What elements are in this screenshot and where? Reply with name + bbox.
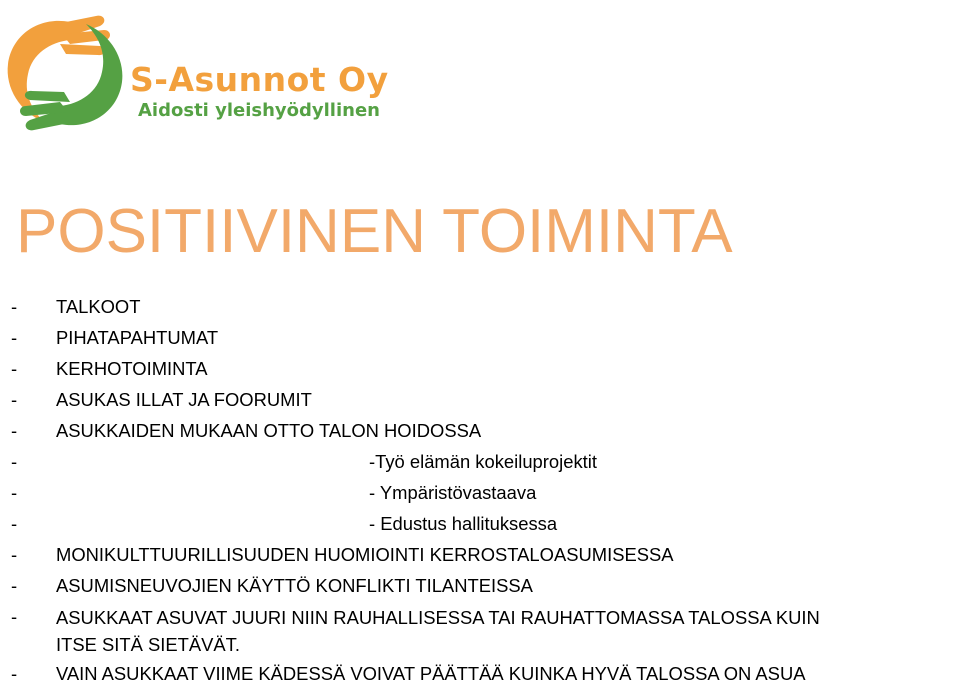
list-item-text: - Edustus hallituksessa xyxy=(369,513,558,534)
bullet-dash: - xyxy=(11,606,18,627)
list-item-text-multiline xyxy=(56,604,820,658)
list-item-text: ASUKKAIDEN MUKAAN OTTO TALON HOIDOSSA xyxy=(56,420,482,441)
bullet-dash: - xyxy=(11,389,18,410)
list-item-text: PIHATAPAHTUMAT xyxy=(56,327,219,348)
bullet-dash: - xyxy=(11,663,18,684)
bullet-dash: - xyxy=(11,513,18,534)
bullet-dash: - xyxy=(11,575,18,596)
brand-tagline: Aidosti yleishyödyllinen xyxy=(138,100,380,121)
list-item xyxy=(0,606,960,663)
list-item xyxy=(0,420,960,451)
list-item-text: - Ympäristövastaava xyxy=(369,482,537,503)
list-item xyxy=(0,513,960,544)
bullet-dash: - xyxy=(11,451,18,472)
list-item-text: ASUMISNEUVOJIEN KÄYTTÖ KONFLIKTI TILANTEISSA xyxy=(56,575,533,596)
list-item xyxy=(0,544,960,575)
bullet-dash: - xyxy=(11,296,18,317)
bullet-dash: - xyxy=(11,420,18,441)
company-logo xyxy=(0,8,389,138)
list-item xyxy=(0,389,960,420)
list-item xyxy=(0,296,960,327)
list-item-text-line1: ASUKKAAT ASUVAT JUURI NIIN RAUHALLISESSA TAI RAUHATTOMASSA TALOSSA KUIN xyxy=(56,607,820,628)
bullet-dash: - xyxy=(11,358,18,379)
list-item-text: TALKOOT xyxy=(56,296,141,317)
list-item-text: VAIN ASUKKAAT VIIME KÄDESSÄ VOIVAT PÄÄTTÄÄ KUINKA HYVÄ TALOSSA ON ASUA xyxy=(56,663,806,684)
hands-logo-icon xyxy=(0,8,130,138)
list-item xyxy=(0,358,960,389)
bullet-dash: - xyxy=(11,544,18,565)
list-item xyxy=(0,663,960,694)
list-item-text: MONIKULTTUURILLISUUDEN HUOMIOINTI KERROSTALOASUMISESSA xyxy=(56,544,674,565)
list-item-text: KERHOTOIMINTA xyxy=(56,358,208,379)
brand-name: S-Asunnot Oy xyxy=(130,60,389,99)
list-item-text-line2: ITSE SITÄ SIETÄVÄT. xyxy=(56,634,240,655)
list-item-text: ASUKAS ILLAT JA FOORUMIT xyxy=(56,389,312,410)
list-item xyxy=(0,451,960,482)
list-item xyxy=(0,327,960,358)
bullet-list xyxy=(0,296,960,694)
list-item-text: -Työ elämän kokeiluprojektit xyxy=(369,451,597,472)
bullet-dash: - xyxy=(11,327,18,348)
list-item xyxy=(0,482,960,513)
slide-title: POSITIIVINEN TOIMINTA xyxy=(16,197,733,266)
list-item xyxy=(0,575,960,606)
bullet-dash: - xyxy=(11,482,18,503)
